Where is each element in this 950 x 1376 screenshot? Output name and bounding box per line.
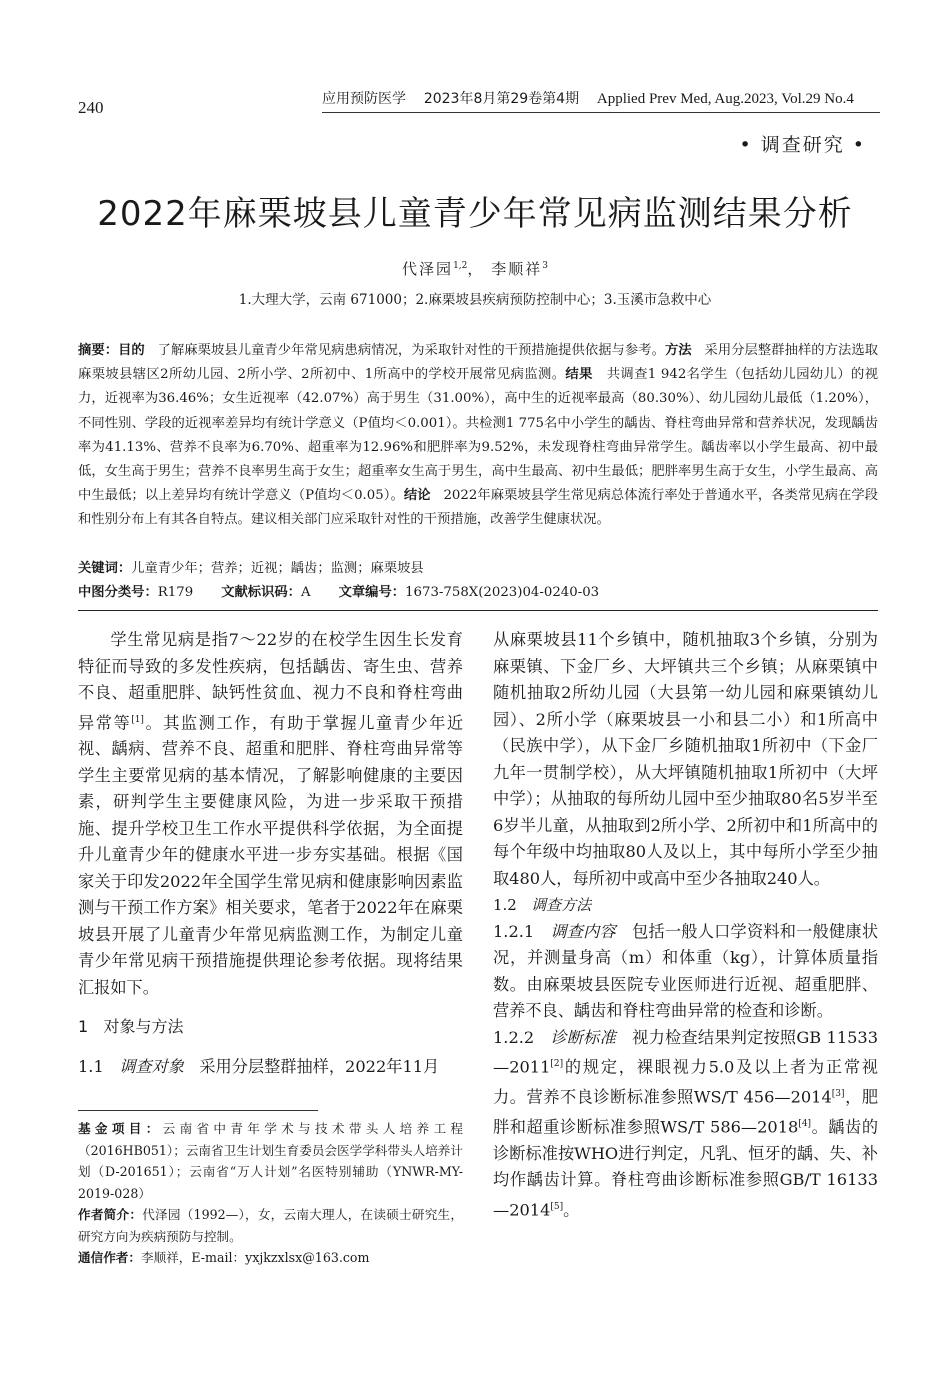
- author-name: 李顺祥: [491, 260, 543, 278]
- article-number-label: 文章编号：: [338, 585, 406, 600]
- subsection-1-2-1: 1.2.1 调查内容 包括一般人口学资料和一般健康状况，并测量身高（m）和体重（kg），计算体质量指数。由麻栗坡县医院专业医师进行近视、超重肥胖、营养不良、龋齿和脊柱弯曲异常的检查和诊断。: [493, 921, 879, 1020]
- subsection-1-1: 1.1 调查对象 采用分层整群抽样，2022年11月: [78, 1056, 440, 1076]
- author-name: 代泽园: [402, 260, 454, 278]
- conclusion-text: 2022年麻栗坡县学生常见病总体流行率处于普通水平，各类常见病在学段和性别分布上有其各自特点。建议相关部门应采取针对性的干预措施，改善学生健康状况。: [78, 488, 879, 528]
- doc-code-label: 文献标识码：: [221, 585, 301, 600]
- subsection-heading: 1.2 调查方法: [493, 896, 592, 914]
- funding-note: 基金项目：云南省中青年学术与技术带头人培养工程（2016HB051）；云南省卫生计划生育委员会医学学科带头人培养计划（D-201651）；云南省“万人计划”名医特别辅助（YNWR-MY-2019-028）: [78, 1121, 464, 1201]
- citation: [1]: [131, 714, 144, 725]
- author-bio-note: 作者简介：代泽园（1992—），女，云南大理人，在读硕士研究生，研究方向为疾病预防与控制。: [78, 1207, 463, 1244]
- article-title: 2022年麻栗坡县儿童青少年常见病监测结果分析: [97, 194, 853, 234]
- purpose-text: 了解麻栗坡县儿童青少年常见病患病情况，为采取针对性的干预措施提供依据与参考。: [157, 343, 665, 358]
- conclusion-label: 结论: [403, 488, 431, 504]
- section-heading: 1 对象与方法: [78, 1017, 184, 1037]
- purpose-label: 目的: [118, 343, 145, 358]
- abstract: [78, 339, 878, 533]
- funding-label: 基金项目：: [78, 1121, 163, 1136]
- keywords-text: 儿童青少年；营养；近视；龋齿；监测；麻栗坡县: [131, 561, 424, 576]
- citation: [3]: [831, 1088, 845, 1099]
- classification-line: [78, 581, 878, 605]
- journal-name-cn: 应用预防医学: [322, 91, 406, 107]
- subsection-number: 1.1: [78, 1056, 104, 1076]
- result-text: 共调查1 942名学生（包括幼儿园幼儿）的视力，近视率为36.46%；女生近视率（42.07%）高于男生（31.00%），高中生的近视率最高（80.30%）、幼儿园幼儿最低（1.20%），不同性别、学段的近视率差异均有统计学意义（P值均＜0.001）。共检测1 775名中小学生的龋齿、脊柱弯曲异常和营养状况，发现龋齿率为41.13%、营养不良率为6.70%、超重率为12.96%和肥胖率为9.52%，未发现脊柱弯曲异常学生。龋齿率以小学生最高、初中最低，女生高于男生；营养不良率男生高于女生；超重率女生高于男生，高中生最高、初中生最低；肥胖率男生高于女生，小学生最高、高中生最低；以上差异均有统计学意义（P值均＜0.05）。: [78, 367, 879, 504]
- footnote-rule: [78, 1110, 318, 1111]
- header-rule: [322, 112, 880, 113]
- author-affiliation-mark: 1,2: [453, 261, 468, 271]
- author-bio-label: 作者简介：: [78, 1207, 143, 1222]
- author-separator: ，: [467, 260, 485, 278]
- issue-info-cn: 2023年8月第29卷第4期: [423, 91, 580, 107]
- author-line: [0, 258, 950, 279]
- result-label: 结果: [565, 367, 593, 383]
- clc-label: 中图分类号：: [78, 585, 158, 600]
- journal-info-en: Applied Prev Med, Aug.2023, Vol.29 No.4: [596, 91, 854, 107]
- running-header: [322, 88, 880, 110]
- intro-paragraph: 学生常见病是指7～22岁的在校学生因生长发育特征而导致的多发性疾病，包括龋齿、寄生虫、营养不良、超重肥胖、缺钙性贫血、视力不良和脊柱弯曲异常等[1]。其监测工作，有助于掌握儿童青少年近视、龋病、营养不良、超重和肥胖、脊柱弯曲异常等学生主要常见病的基本情况，了解影响健康的主要因素，研判学生主要健康风险，为进一步采取干预措施、提升学校卫生工作水平提供科学依据，为全面提升儿童青少年的健康水平进一步夯实基础。根据《国家关于印发2022年全国学生常见病和健康影响因素监测与干预工作方案》相关要求，笔者于2022年在麻栗坡县开展了儿童青少年常见病监测工作，为制定儿童青少年常见病干预措施提供理论参考依据。现将结果汇报如下。: [78, 630, 464, 997]
- article-number-value: 1673-758X(2023)04-0240-03: [405, 585, 600, 600]
- author-affiliation-mark: 3: [542, 261, 548, 271]
- affiliations: 1.大理大学，云南 671000；2.麻栗坡县疾病预防控制中心；3.玉溪市急救中心: [238, 292, 712, 308]
- corresponding-author-note: 通信作者：李顺祥，E-mail：yxjkzxlsx@163.com: [78, 1250, 370, 1265]
- page-number: 240: [78, 98, 104, 117]
- subsection-1-1-continued: 从麻栗坡县11个乡镇中，随机抽取3个乡镇，分别为麻栗镇、下金厂乡、大坪镇共三个乡镇；从麻栗镇中随机抽取2所幼儿园（大县第一幼儿园和麻栗镇幼儿园）、2所小学（麻栗坡县一小和县二小）和1所高中（民族中学），从下金厂乡随机抽取1所初中（下金厂九年一贯制学校），从大坪镇随机抽取1所初中（大坪中学）；从抽取的每所幼儿园中至少抽取80名5岁半至6岁半儿童，从抽取到2所小学、2所初中和1所高中的每个年级中均抽取80人及以上，其中每所小学至少抽取480人，每所初中或高中至少各抽取240人。: [493, 630, 878, 888]
- section-label: • 调查研究 •: [739, 134, 866, 156]
- clc-value: R179: [157, 585, 194, 600]
- method-label: 方法: [664, 343, 692, 358]
- citation: [4]: [798, 1118, 812, 1129]
- right-column: [493, 627, 878, 1224]
- method-text: 采用分层整群抽样的方法选取麻栗坡县辖区2所幼儿园、2所小学、2所初中、1所高中的学校开展常见病监测。: [78, 343, 879, 383]
- subsection-title: 调查对象: [119, 1056, 184, 1076]
- citation: [5]: [550, 1201, 564, 1212]
- footnotes: [78, 1118, 463, 1269]
- doc-code-value: A: [300, 585, 311, 600]
- left-column: [78, 627, 463, 1080]
- citation: [2]: [550, 1059, 564, 1069]
- keywords-label: 关键词：: [78, 561, 132, 576]
- keywords: [78, 557, 878, 581]
- subsection-1-2-2: 1.2.2 诊断标准 视力检查结果判定按照GB 11533—2011[2]的规定，裸眼视力5.0及以上者为正常视力。营养不良诊断标准参照WS/T 456—2014[3]，肥胖和超重诊断标准参照WS/T 586—2018[4]。龋齿的诊断标准按WHO进行判定，凡乳、恒牙的龋、失、补均作龋齿计算。脊柱弯曲诊断标准参照GB/T 16133—2014[5]。: [493, 1027, 879, 1220]
- abstract-label: 摘要：: [78, 343, 119, 358]
- corresponding-label: 通信作者：: [78, 1250, 141, 1265]
- abstract-divider: [78, 610, 878, 611]
